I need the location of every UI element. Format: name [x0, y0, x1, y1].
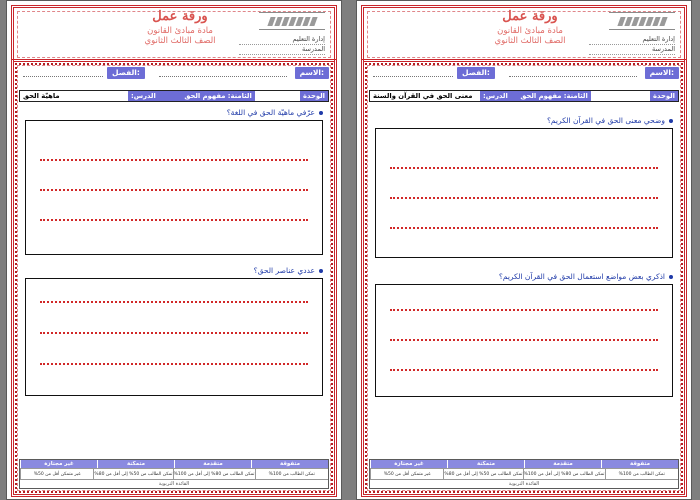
worksheet-title: ورقة عمل: [152, 9, 208, 24]
answer-line: [390, 369, 658, 371]
answer-box-2[interactable]: [375, 284, 673, 397]
unit-label: الوحدة: [300, 91, 328, 101]
question-1: [227, 108, 323, 117]
rubric-level: غير مجتازة: [370, 460, 447, 468]
rubric-criterion[interactable]: غير متمكن أقل من 50%: [20, 469, 93, 479]
answer-box-1[interactable]: [25, 120, 323, 255]
worksheet-title: ورقة عمل: [502, 9, 558, 24]
bullet-icon: [669, 275, 673, 279]
lesson-label: الدرس:: [128, 91, 159, 101]
name-field[interactable]: [509, 76, 637, 77]
admin-label: إدارة التعليم: [239, 35, 325, 45]
class-label: الفصل:: [457, 67, 495, 79]
bullet-icon: [319, 269, 323, 273]
answer-line: [40, 219, 308, 221]
lesson-row: [19, 90, 329, 102]
rubric-criterion[interactable]: تمكن الطالب من 100%: [255, 469, 328, 479]
question-text: اذكري بعض مواضع استعمال الحق في القرآن الكريم؟: [498, 272, 665, 281]
rubric-criterion[interactable]: غير متمكن أقل من 50%: [370, 469, 443, 479]
answer-line: [40, 332, 308, 334]
rubric-level: متقدمة: [524, 460, 601, 468]
unit-value: الثامنة: مفهوم الحق: [511, 91, 591, 101]
answer-box-2[interactable]: [25, 278, 323, 396]
assessment-rubric: [369, 459, 679, 489]
rubric-level: متفوقة: [251, 460, 328, 468]
answer-line: [40, 159, 308, 161]
question-text: عددي عناصر الحق؟: [253, 266, 315, 275]
question-text: وضحي معنى الحق في القرآن الكريم؟: [546, 116, 665, 125]
rubric-footer: القائدة التربوية: [370, 479, 678, 488]
lesson-label: الدرس:: [480, 91, 511, 101]
lesson-value: ماهيّة الحق: [20, 91, 128, 101]
answer-line: [390, 197, 658, 199]
answer-line: [390, 167, 658, 169]
rubric-level: متفوقة: [601, 460, 678, 468]
bullet-icon: [319, 111, 323, 115]
name-class-bar: [369, 67, 679, 79]
school-label: المدرسة: [239, 45, 325, 55]
assessment-rubric: [19, 459, 329, 489]
rubric-criterion[interactable]: تمكن الطالب من 80% إلى أقل من 100%: [173, 469, 255, 479]
rubric-level: متمكنة: [447, 460, 524, 468]
lesson-value: معنى الحق في القرآن والسنة: [370, 91, 480, 101]
rubric-level: متمكنة: [97, 460, 174, 468]
answer-line: [40, 301, 308, 303]
unit-spacer: [591, 91, 650, 101]
question-2: [254, 266, 323, 275]
lesson-row: [369, 90, 679, 102]
name-class-bar: [19, 67, 329, 79]
rubric-level: متقدمة: [174, 460, 251, 468]
grade-line: الصف الثالث الثانوي: [494, 36, 566, 46]
name-field[interactable]: [159, 76, 287, 77]
answer-line: [40, 363, 308, 365]
grade-line: الصف الثالث الثانوي: [144, 36, 216, 46]
ministry-emblem-icon: [259, 12, 325, 30]
rubric-criterion[interactable]: تمكن الطالب من 100%: [605, 469, 678, 479]
bullet-icon: [669, 119, 673, 123]
school-label: المدرسة: [589, 45, 675, 55]
ministry-emblem-icon: [609, 12, 675, 30]
answer-line: [40, 189, 308, 191]
page-header: [371, 9, 677, 57]
name-label: الاسم:: [645, 67, 679, 79]
answer-box-1[interactable]: [375, 128, 673, 258]
class-field[interactable]: [23, 76, 103, 77]
question-2: [499, 272, 673, 281]
name-label: الاسم:: [295, 67, 329, 79]
answer-line: [390, 227, 658, 229]
rubric-level: غير مجتازة: [20, 460, 97, 468]
answer-line: [390, 339, 658, 341]
subject-line: مادة مبادئ القانون: [497, 26, 563, 36]
rubric-footer: القائدة التربوية: [20, 479, 328, 488]
worksheet-page-right: [356, 0, 692, 500]
rubric-criterion[interactable]: تمكن الطالب من 50% إلى أقل من 80%: [93, 469, 172, 479]
page-header: [21, 9, 327, 57]
rubric-criterion[interactable]: تمكن الطالب من 50% إلى أقل من 80%: [443, 469, 522, 479]
admin-label: إدارة التعليم: [589, 35, 675, 45]
class-label: الفصل:: [107, 67, 145, 79]
question-text: عرّفي ماهيّة الحق في اللغة؟: [226, 108, 315, 117]
worksheet-page-left: [6, 0, 342, 500]
class-field[interactable]: [373, 76, 453, 77]
unit-label: الوحدة: [650, 91, 678, 101]
unit-spacer: [255, 91, 300, 101]
rubric-criterion[interactable]: تمكن الطالب من 80% إلى أقل من 100%: [523, 469, 605, 479]
unit-value: الثامنة: مفهوم الحق: [159, 91, 255, 101]
answer-line: [390, 309, 658, 311]
question-1: [547, 116, 673, 125]
subject-line: مادة مبادئ القانون: [147, 26, 213, 36]
